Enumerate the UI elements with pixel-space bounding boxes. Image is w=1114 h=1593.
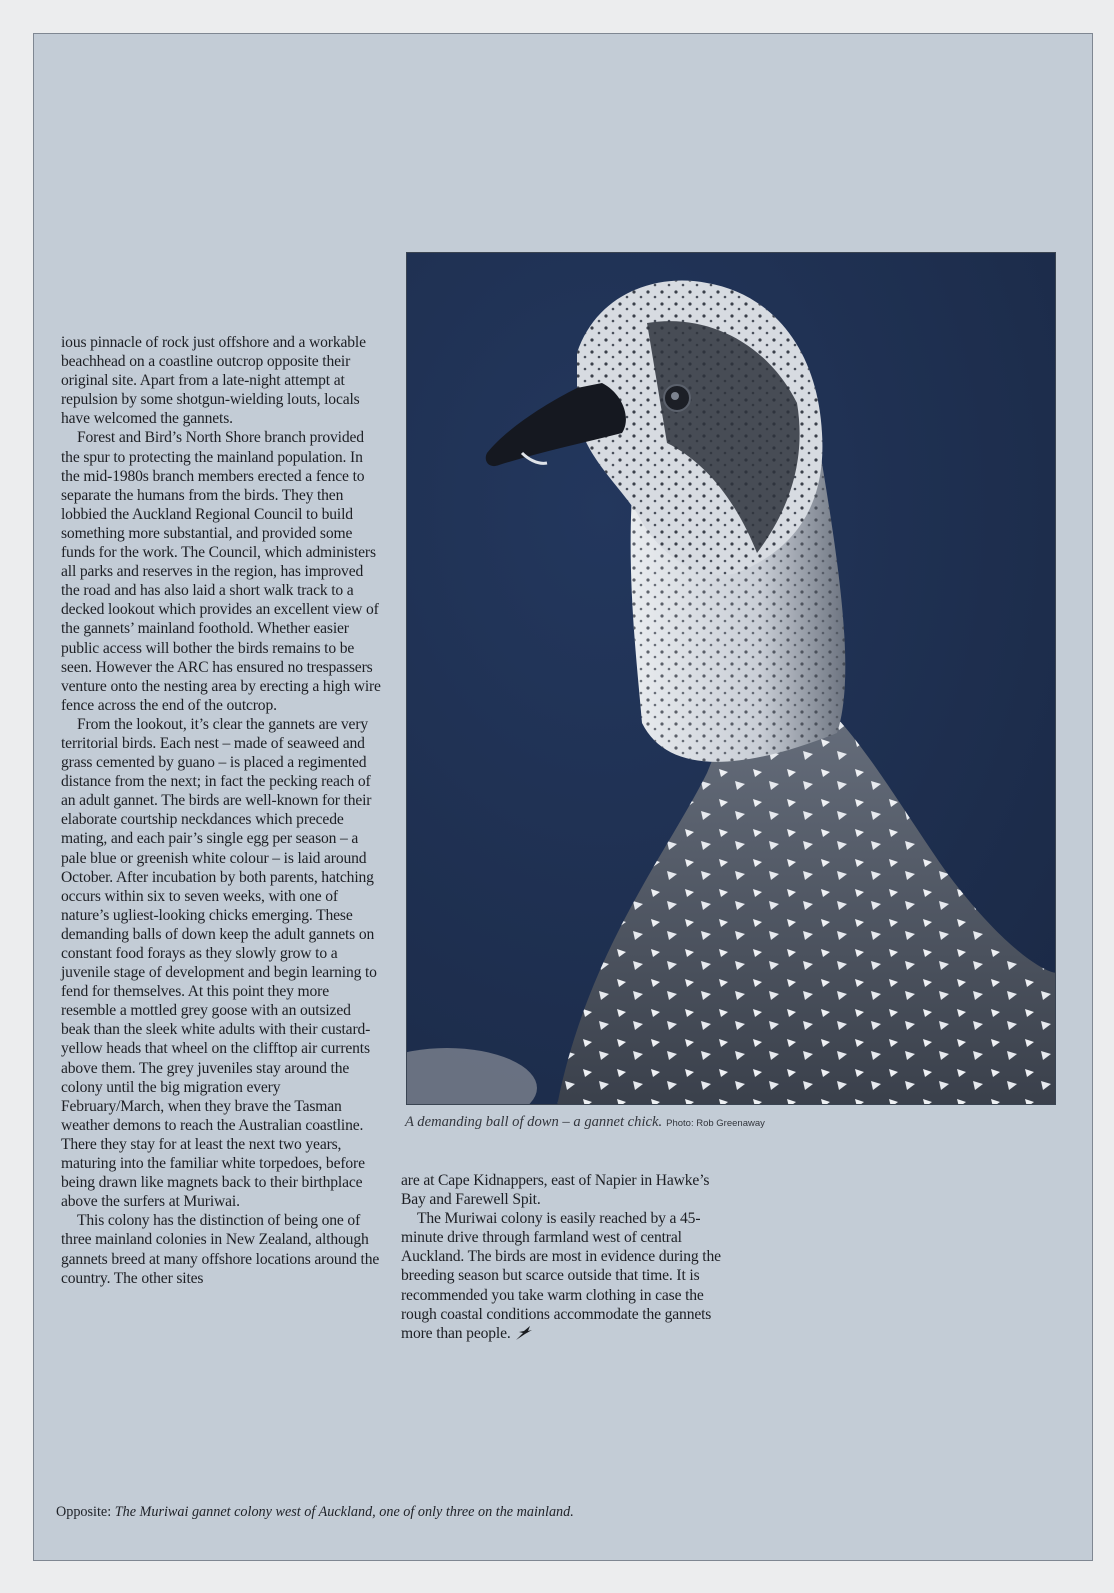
opposite-label: Opposite: xyxy=(56,1504,112,1520)
paragraph: From the lookout, it’s clear the gannets are very territorial birds. Each nest – made of seaweed and grass cemented by guano – is placed a regimented distance from the next; in fact the pecking reach of an adult gannet. The birds are well-known for their elaborate courtship neckdances which precede mating, and each pair’s single egg per season – a pale blue or greenish white colour – is laid around October. After incubation by both parents, hatching occurs within six to seven weeks, with one of nature’s ugliest-looking chicks emerging. These demanding balls of down keep the adult gannets on constant food forays as they slowly grow to a juvenile stage of development and begin learning to fend for themselves. At this point they more resemble a mottled grey goose with an outsized beak than the sleek white adults with their custard-yellow heads that wheel on the clifftop air currents above them. The grey juveniles stay around the colony until the big migration every February/March, when they brave the Tasman weather demons to reach the Australian coastline. There they stay for at least the next two years, maturing into the familiar white torpedoes, before being drawn like magnets back to their birthplace above the surfers at Muriwai. xyxy=(61,715,377,1211)
photo-credit: Photo: Rob Greenaway xyxy=(666,1118,765,1129)
article-column-right xyxy=(401,1171,731,1343)
opposite-page-note xyxy=(56,1504,574,1521)
paragraph-final xyxy=(401,1209,731,1343)
magazine-page xyxy=(33,33,1093,1561)
article-column-left xyxy=(61,333,381,1288)
paragraph: Forest and Bird’s North Shore branch provided the spur to protecting the mainland population. In the mid-1980s branch members erected a fence to separate the humans from the birds. They then lobbied the Auckland Regional Council to build something more substantial, and provided some funds for the work. The Council, which administers all parks and reserves in the region, has improved the road and has also laid a short walk track to a decked lookout which provides an excellent view of the gannets’ mainland foothold. Whether easier public access will bother the birds remains to be seen. However the ARC has ensured no trespassers venture onto the nesting area by erecting a high wire fence across the end of the outcrop. xyxy=(61,429,381,714)
gannet-chick-photo xyxy=(406,252,1056,1105)
gannet-chick-illustration xyxy=(407,253,1056,1105)
paragraph: This colony has the distinction of being one of three mainland colonies in New Zealand, although gannets breed at many offshore locations around the country. The other sites xyxy=(61,1212,380,1287)
gannet-end-mark-icon xyxy=(515,1325,533,1341)
photo-caption xyxy=(405,1114,1065,1131)
paragraph-text: The Muriwai colony is easily reached by a 45-minute drive through farmland west of central Auckland. The birds are most in evidence during the breeding season but scarce outside that time. It is recommended you take warm clothing in case the rough coastal conditions accommodate the gannets more than people. xyxy=(401,1210,721,1342)
opposite-caption: The Muriwai gannet colony west of Auckland, one of only three on the mainland. xyxy=(114,1504,574,1520)
caption-text: A demanding ball of down – a gannet chick. xyxy=(405,1114,663,1130)
paragraph: are at Cape Kidnappers, east of Napier in Hawke’s Bay and Farewell Spit. xyxy=(401,1172,710,1209)
paragraph: ious pinnacle of rock just offshore and a workable beachhead on a coastline outcrop opposite their original site. Apart from a late-night attempt at repulsion by some shotgun-wielding louts, locals have welcomed the gannets. xyxy=(61,334,366,428)
